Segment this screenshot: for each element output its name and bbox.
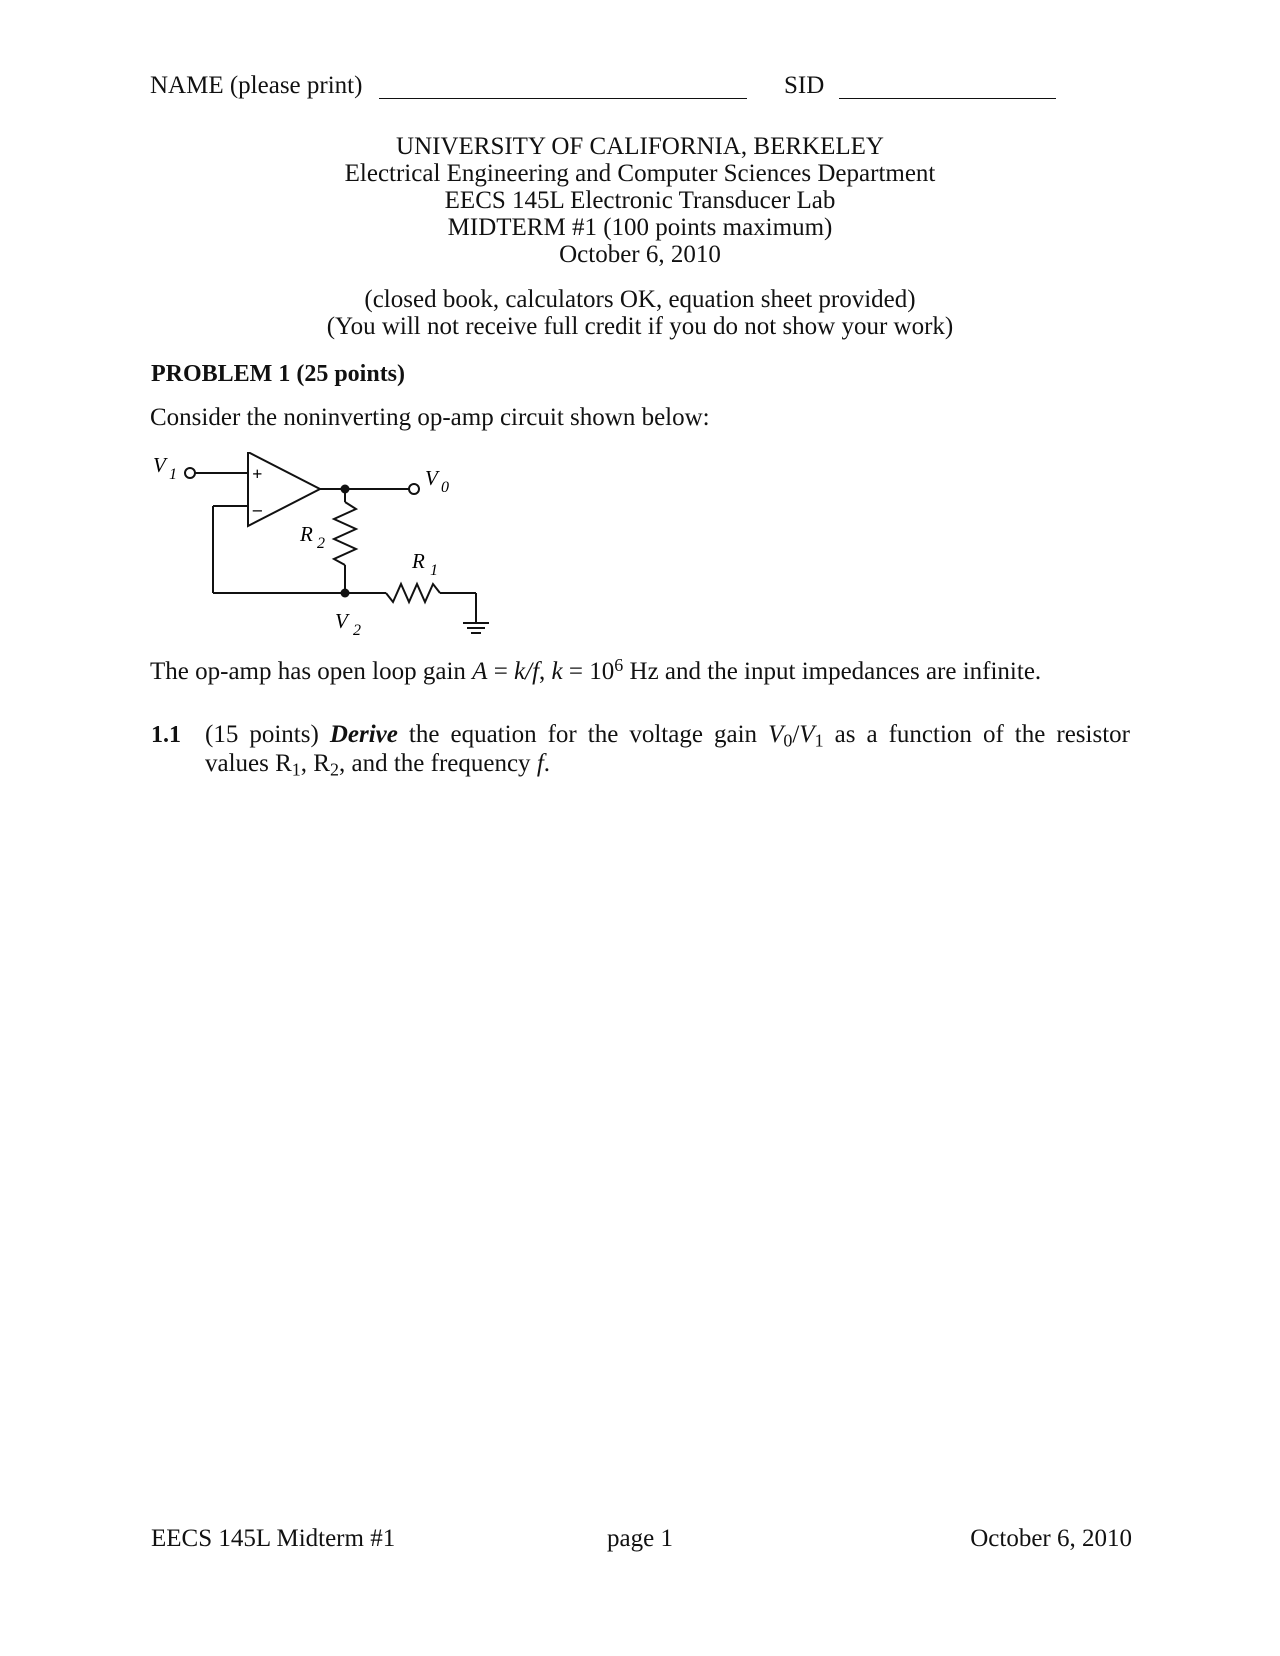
v0-label: V xyxy=(425,466,438,490)
r2-label-sub: 2 xyxy=(317,535,325,552)
v2-label: V xyxy=(335,609,348,633)
gain-symbol-k: k xyxy=(551,658,563,686)
gain-comma: , xyxy=(539,658,552,686)
question-r2-sub: 2 xyxy=(329,759,339,780)
name-label: NAME (please print) xyxy=(150,72,363,99)
question-v1: V xyxy=(799,721,815,748)
v1-label-sub: 1 xyxy=(169,466,177,483)
r1-resistor xyxy=(386,584,440,602)
v2-junction-dot xyxy=(341,589,350,598)
question-v0: V xyxy=(768,721,784,748)
exam-date: October 6, 2010 xyxy=(559,241,721,268)
question-v1-sub: 1 xyxy=(814,730,824,751)
footer-page-number: page 1 xyxy=(607,1525,673,1552)
question-number: 1.1 xyxy=(151,722,181,748)
gain-exponent: 6 xyxy=(614,655,624,675)
instructions-line-2: (You will not receive full credit if you do not show your work) xyxy=(326,313,954,340)
question-line-2 xyxy=(205,750,550,781)
department-title: Electrical Engineering and Computer Sciences Department xyxy=(344,160,936,187)
question-points: (15 points) xyxy=(205,721,330,748)
university-title: UNIVERSITY OF CALIFORNIA, BERKELEY xyxy=(396,133,884,160)
gain-kf: k/f xyxy=(514,658,540,686)
r2-resistor xyxy=(334,502,356,565)
r2-label: R xyxy=(300,522,313,546)
v0-terminal xyxy=(409,484,419,494)
output-junction-dot xyxy=(341,485,350,494)
exam-title: MIDTERM #1 (100 points maximum) xyxy=(447,214,833,241)
v1-label: V xyxy=(153,453,166,477)
gain-equals-2: = 10 xyxy=(562,658,615,686)
question-text-2: as a function of the resistor xyxy=(823,721,1130,748)
gain-text-2: Hz and the input impedances are infinite. xyxy=(623,658,1042,686)
gain-sentence xyxy=(150,655,1041,686)
problem-intro: Consider the noninverting op-amp circuit shown below: xyxy=(150,404,710,431)
name-blank-line[interactable] xyxy=(379,98,747,99)
v2-label-sub: 2 xyxy=(353,622,361,638)
v1-terminal xyxy=(185,468,195,478)
question-period: . xyxy=(543,750,551,777)
question-v0-sub: 0 xyxy=(783,730,793,751)
question-f: f xyxy=(536,750,544,777)
question-values-r: values R xyxy=(205,750,292,777)
minus-sign: – xyxy=(253,499,262,519)
question-derive: Derive xyxy=(329,721,398,748)
sid-label: SID xyxy=(784,72,825,99)
question-slash: / xyxy=(792,721,800,748)
question-text-1: the equation for the voltage gain xyxy=(397,721,769,748)
r1-label: R xyxy=(412,549,425,573)
question-line-1 xyxy=(205,721,1130,752)
ground-icon xyxy=(463,623,489,633)
problem-heading: PROBLEM 1 (25 points) xyxy=(151,361,406,387)
question-comma-r: , R xyxy=(300,750,330,777)
v0-label-sub: 0 xyxy=(441,479,449,496)
r1-label-sub: 1 xyxy=(430,562,438,579)
instructions-line-1: (closed book, calculators OK, equation sheet provided) xyxy=(364,286,916,313)
footer-date: October 6, 2010 xyxy=(970,1525,1132,1552)
gain-equals-1: = xyxy=(487,658,515,686)
plus-sign: + xyxy=(252,464,263,484)
question-frequency-text: , and the frequency xyxy=(338,750,537,777)
gain-text-1: The op-amp has open loop gain xyxy=(150,658,473,686)
course-title: EECS 145L Electronic Transducer Lab xyxy=(444,187,836,214)
footer-left: EECS 145L Midterm #1 xyxy=(151,1525,396,1552)
opamp-circuit-diagram xyxy=(140,452,500,638)
gain-symbol-a: A xyxy=(472,658,488,686)
question-r1-sub: 1 xyxy=(291,759,301,780)
sid-blank-line[interactable] xyxy=(839,98,1056,99)
